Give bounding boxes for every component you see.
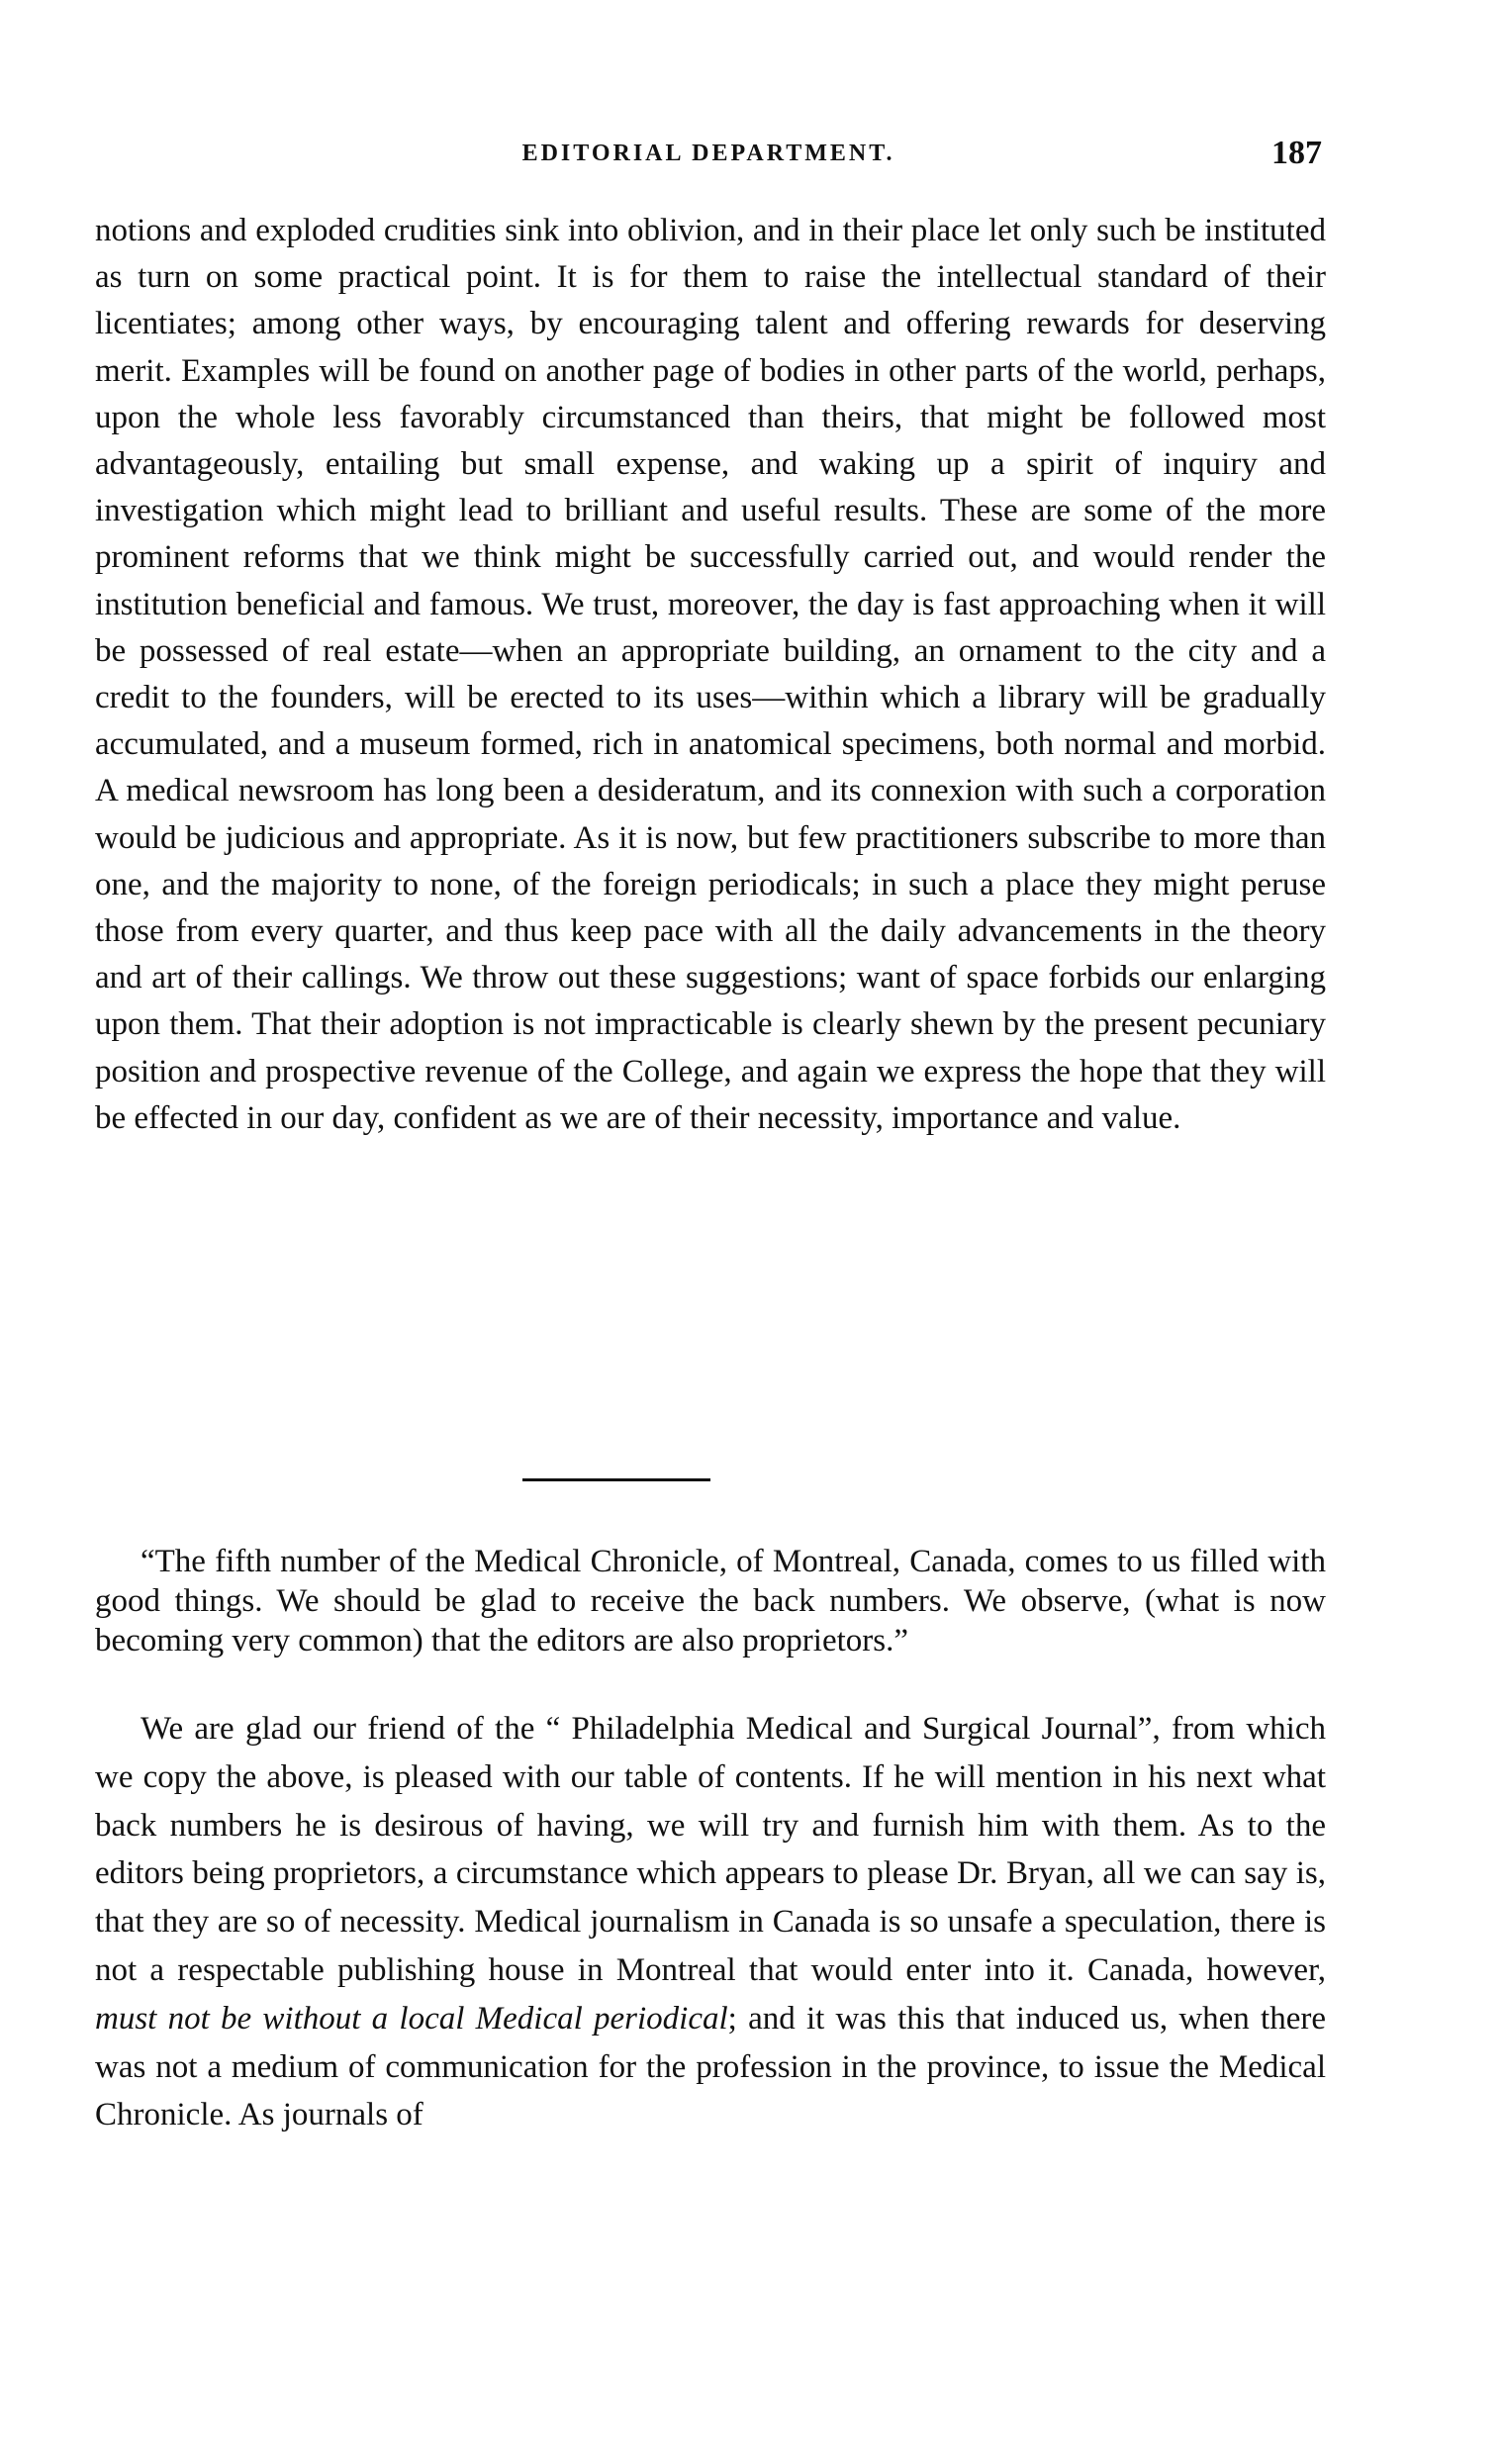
reply-italic-emphasis: must not be without a local Medical periodical <box>95 2000 728 2037</box>
page-number: 187 <box>1271 135 1322 171</box>
reply-text-start: We are glad our friend of the “ Philadelphia Medical and Surgical Journal”, from which we copy the above, is pleased with our table of contents. If he will mention in his next what back numbers he is desirous of having, we will try and furnish him with them. As to the editors being proprietors, a circumstance which appears to please Dr. Bryan, all we can say is, that they are so of necessity. Medical journalism in Canada is so unsafe a speculation, there is not a respectable publishing house in Montreal that would enter into it. Canada, however, <box>95 1711 1326 1988</box>
section-divider <box>522 1478 710 1481</box>
quoted-notice: “The fifth number of the Medical Chronicle, of Montreal, Canada, comes to us filled with good things. We should be glad to receive the back numbers. We observe, (what is now becoming very common) that the editors are also proprietors.” <box>95 1544 1326 1658</box>
running-title: EDITORIAL DEPARTMENT. <box>521 141 895 166</box>
reply-text-end: ; and it was this that induced us, when there was not a medium of communication for the profession in the province, to issue the Medical Chronicle. As journals of <box>95 2000 1327 2133</box>
editorial-paragraph: notions and exploded crudities sink into oblivion, and in their place let only such be instituted as turn on some practical point. It is for them to raise the intellectual standard of their licentiates; among other ways, by encouraging talent and offering rewards for deserving merit. Examples will be found on another page of bodies in other parts of the world, perhaps, upon the whole less favorably circumstanced than theirs, that might be followed most advantageously, entailing but small expense, and waking up a spirit of inquiry and investigation which might lead to brilliant and useful results. These are some of the more prominent reforms that we think might be successfully carried out, and would render the institution beneficial and famous. We trust, moreover, the day is fast approaching when it will be possessed of real estate—when an appropriate building, an ornament to the city and a credit to the founders, will be erected to its uses—within which a library will be gradually accumulated, and a museum formed, rich in anatomical specimens, both normal and morbid. A medical newsroom has long been a desideratum, and its connexion with such a corporation would be judicious and appropriate. As it is now, but few practitioners subscribe to more than one, and the majority to none, of the foreign periodicals; in such a place they might peruse those from every quarter, and thus keep pace with all the daily advancements in the theory and art of their callings. We throw out these suggestions; want of space forbids our enlarging upon them. That their adoption is not impracticable is clearly shewn by the present pecuniary position and prospective revenue of the College, and again we express the hope that they will be effected in our day, confident as we are of their necessity, importance and value. <box>95 213 1326 1136</box>
page-header <box>95 135 1322 180</box>
editorial-reply <box>95 1705 1326 2139</box>
